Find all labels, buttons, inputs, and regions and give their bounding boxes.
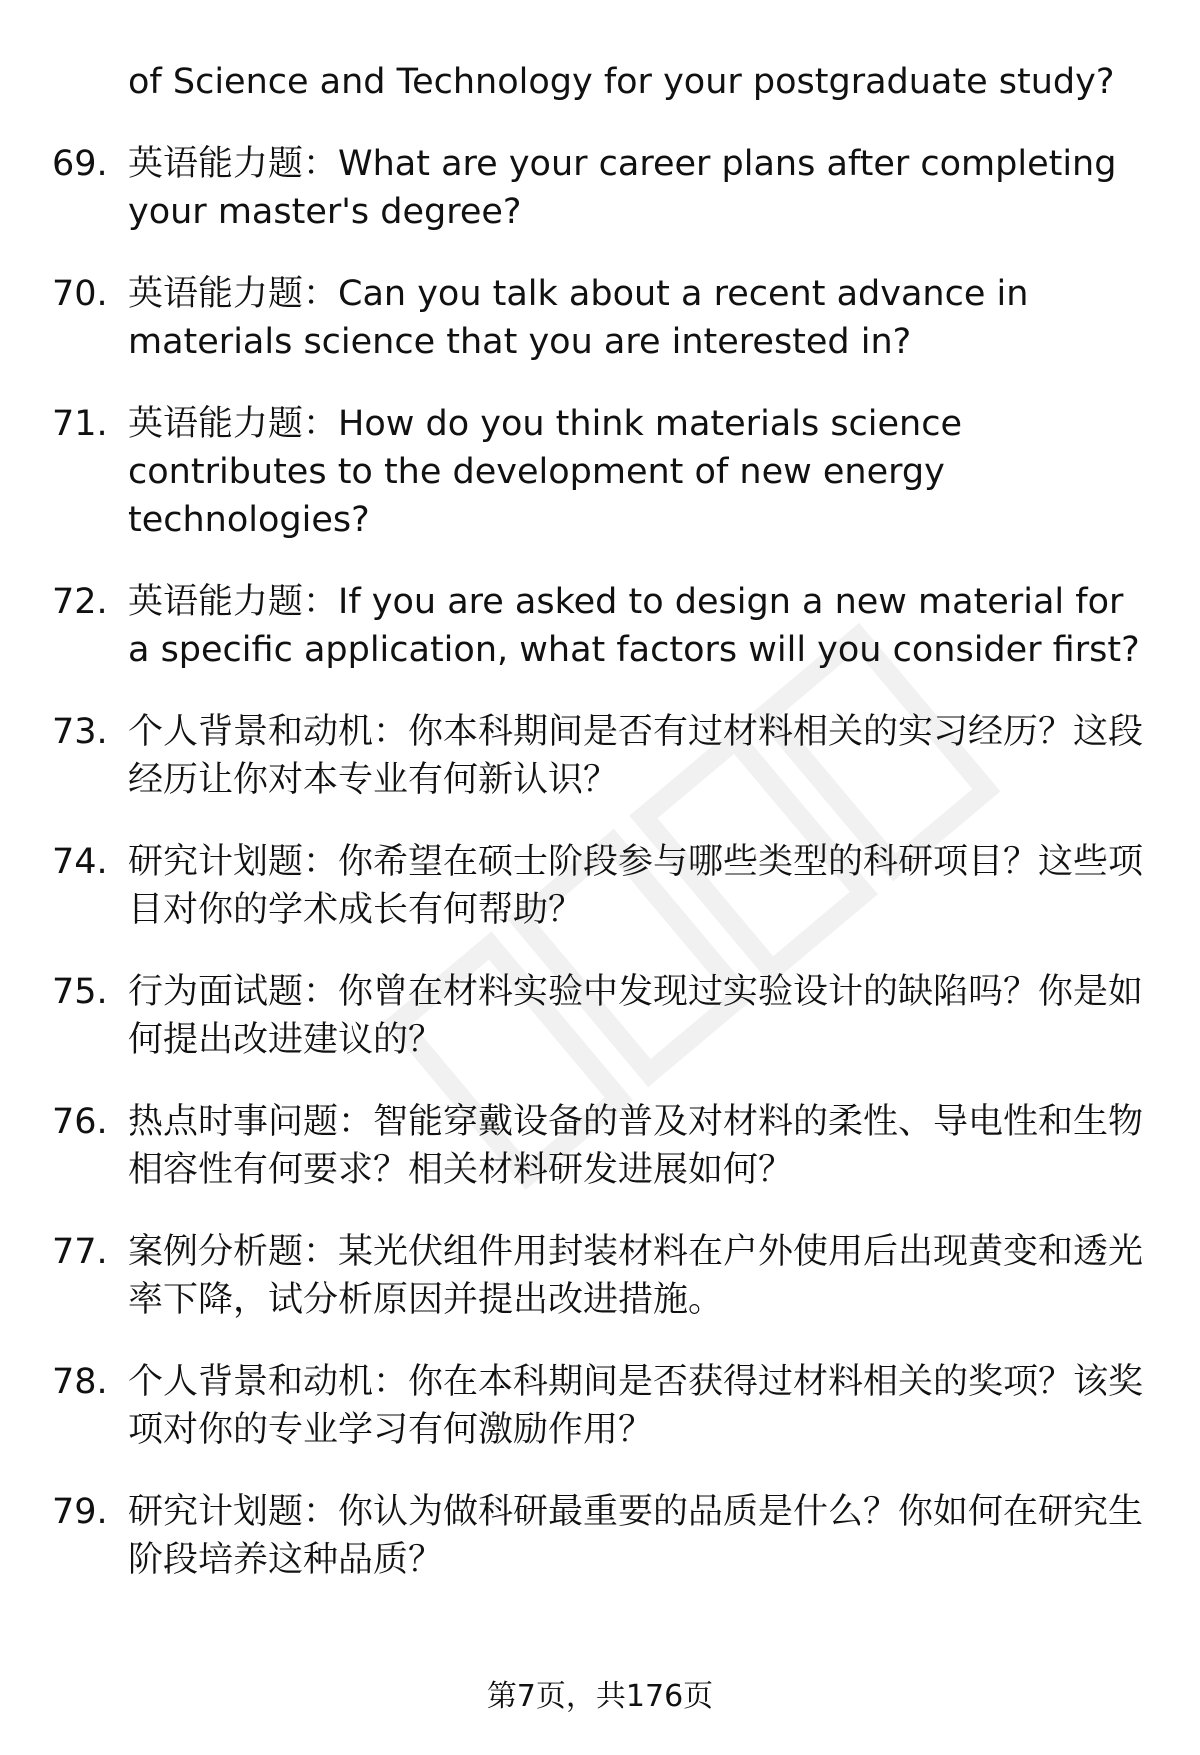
question-number: 69. (52, 144, 108, 184)
question-item (0, 1358, 1200, 1454)
question-item (0, 968, 1200, 1064)
question-text: 行为面试题：你曾在材料实验中发现过实验设计的缺陷吗？你是如何提出改进建议的？ (128, 972, 1144, 1060)
question-text: 英语能力题：If you are asked to design a new material for a specific application, what factors will you consider first? (128, 582, 1140, 670)
question-number: 77. (52, 1232, 108, 1272)
question-number: 78. (52, 1362, 108, 1402)
question-number: 72. (52, 582, 108, 622)
question-text: 案例分析题：某光伏组件用封装材料在户外使用后出现黄变和透光率下降，试分析原因并提出改进措施。 (128, 1232, 1144, 1320)
question-list (0, 140, 1200, 1618)
question-text: 个人背景和动机：你本科期间是否有过材料相关的实习经历？这段经历让你对本专业有何新认识？ (128, 712, 1144, 800)
question-text: 英语能力题：Can you talk about a recent advance in materials science that you are interested in? (128, 274, 1029, 362)
question-text: 英语能力题：How do you think materials science contributes to the development of new energy technologies? (128, 404, 963, 540)
question-number: 79. (52, 1492, 108, 1532)
question-text: 热点时事问题：智能穿戴设备的普及对材料的柔性、导电性和生物相容性有何要求？相关材料研发进展如何？ (128, 1102, 1144, 1190)
question-text: 研究计划题：你希望在硕士阶段参与哪些类型的科研项目？这些项目对你的学术成长有何帮助？ (128, 842, 1144, 930)
question-item (0, 270, 1200, 366)
question-number: 70. (52, 274, 108, 314)
question-text: 研究计划题：你认为做科研最重要的品质是什么？你如何在研究生阶段培养这种品质？ (128, 1492, 1144, 1580)
page-footer: 第7页，共176页 (486, 1679, 714, 1714)
question-item (0, 1488, 1200, 1584)
question-item (0, 838, 1200, 934)
question-item (0, 708, 1200, 804)
question-item (0, 578, 1200, 674)
question-item (0, 1098, 1200, 1194)
question-item (0, 140, 1200, 236)
question-item (0, 400, 1200, 544)
question-number: 74. (52, 842, 108, 882)
question-item (0, 1228, 1200, 1324)
question-text: 英语能力题：What are your career plans after completing your master's degree? (128, 144, 1117, 232)
question-number: 71. (52, 404, 108, 444)
question-number: 76. (52, 1102, 108, 1142)
question-text: 个人背景和动机：你在本科期间是否获得过材料相关的奖项？该奖项对你的专业学习有何激励作用？ (128, 1362, 1144, 1450)
continuation-text: of Science and Technology for your postgraduate study? (128, 62, 1115, 102)
question-number: 73. (52, 712, 108, 752)
question-number: 75. (52, 972, 108, 1012)
